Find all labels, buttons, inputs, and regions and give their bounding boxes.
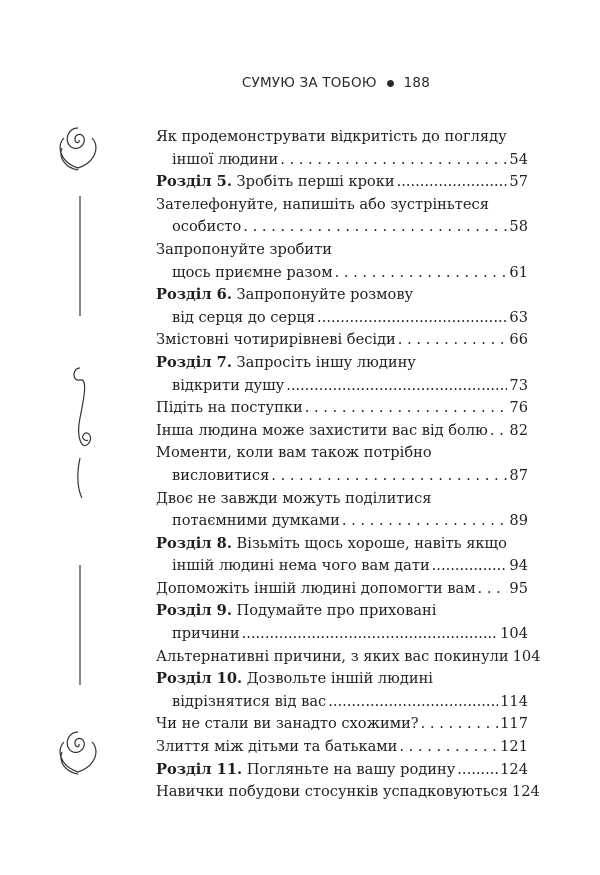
entry-title: причини xyxy=(172,625,240,643)
entry-page-number: 124 xyxy=(511,783,540,801)
toc-line xyxy=(156,442,528,465)
toc-section-entry[interactable] xyxy=(156,397,528,420)
entry-title: Зробіть перші кроки xyxy=(236,173,395,191)
entry-page-number: 61 xyxy=(509,263,528,281)
toc-chapter-entry[interactable] xyxy=(156,600,528,645)
chapter-label: Розділ 11. xyxy=(156,760,243,778)
vertical-rule-top xyxy=(78,196,82,316)
entry-title: щось приємне разом xyxy=(172,263,333,281)
dot-leader xyxy=(342,510,508,533)
dot-leader xyxy=(328,691,498,714)
toc-line xyxy=(156,307,528,330)
dot-leader xyxy=(271,465,507,488)
entry-title: потаємними думками xyxy=(172,512,340,530)
vertical-rule-bottom xyxy=(78,565,82,685)
toc-line xyxy=(156,216,528,239)
dot-leader xyxy=(490,420,508,443)
toc-line xyxy=(156,781,540,804)
entry-title: Навички побудови стосунків успадковуються xyxy=(156,783,508,801)
entry-page-number: 63 xyxy=(509,308,528,326)
toc-line xyxy=(156,149,528,172)
entry-title: Моменти, коли вам також потрібно xyxy=(156,444,432,462)
toc-line xyxy=(156,397,528,420)
chapter-label: Розділ 10. xyxy=(156,670,243,688)
entry-page-number: 73 xyxy=(509,376,528,394)
separator-dot xyxy=(387,80,394,87)
toc-line xyxy=(156,465,528,488)
dot-leader xyxy=(335,262,508,285)
entry-title: Чи не стали ви занадто схожими? xyxy=(156,715,419,733)
table-of-contents xyxy=(156,126,541,804)
toc-line xyxy=(156,488,528,511)
entry-title: висловитися xyxy=(172,466,270,484)
entry-page-number: 104 xyxy=(512,647,541,665)
toc-section-entry[interactable] xyxy=(156,442,528,487)
toc-line xyxy=(156,533,528,556)
entry-title: Зателефонуйте, напишіть або зустріньтеся xyxy=(156,195,489,213)
toc-line xyxy=(156,239,528,262)
entry-page-number: 89 xyxy=(509,512,528,530)
entry-title: Двоє не завжди можуть поділитися xyxy=(156,489,432,507)
dot-leader xyxy=(478,578,508,601)
entry-title: від серця до серця xyxy=(172,308,316,326)
entry-page-number: 66 xyxy=(509,331,528,349)
toc-chapter-entry[interactable] xyxy=(156,352,528,397)
toc-section-entry[interactable] xyxy=(156,488,528,533)
entry-page-number: 57 xyxy=(509,173,528,191)
dot-leader xyxy=(399,736,498,759)
toc-section-entry[interactable] xyxy=(156,420,528,443)
running-header xyxy=(242,75,430,91)
chapter-label: Розділ 5. xyxy=(156,173,232,191)
toc-chapter-entry[interactable] xyxy=(156,533,528,578)
toc-section-entry[interactable] xyxy=(156,646,541,669)
dot-leader xyxy=(242,623,499,646)
entry-title: Підіть на поступки xyxy=(156,399,303,417)
rose-bud-top-icon xyxy=(48,118,108,178)
entry-page-number: 121 xyxy=(500,738,528,756)
toc-line xyxy=(156,623,528,646)
page-number: 188 xyxy=(403,75,430,91)
toc-line xyxy=(156,510,528,533)
entry-page-number: 117 xyxy=(500,715,528,733)
rose-bud-bottom-icon xyxy=(48,722,108,782)
toc-line xyxy=(156,126,528,149)
toc-line xyxy=(156,555,528,578)
toc-line xyxy=(156,375,528,398)
entry-title: Подумайте про приховані xyxy=(236,602,437,620)
toc-section-entry[interactable] xyxy=(156,736,528,759)
toc-line xyxy=(156,668,528,691)
toc-line xyxy=(156,284,528,307)
entry-title: Як продемонструвати відкритість до погляду xyxy=(156,128,507,145)
dot-leader xyxy=(305,397,508,420)
entry-page-number: 76 xyxy=(509,399,528,417)
toc-line xyxy=(156,329,528,352)
entry-title: Злиття між дітьми та батьками xyxy=(156,738,398,756)
entry-page-number: 114 xyxy=(500,692,528,710)
entry-title: Змістовні чотирирівневі бесіди xyxy=(156,331,396,349)
toc-line xyxy=(156,194,528,217)
entry-title: іншій людині нема чого вам дати xyxy=(172,557,430,575)
toc-line xyxy=(156,600,528,623)
entry-title: відкрити душу xyxy=(172,376,285,394)
entry-title: відрізнятися від вас xyxy=(172,692,327,710)
dot-leader xyxy=(280,149,507,172)
entry-page-number: 124 xyxy=(500,760,528,778)
toc-line xyxy=(156,262,528,285)
toc-line xyxy=(156,759,528,782)
chapter-label: Розділ 6. xyxy=(156,286,232,304)
entry-page-number: 87 xyxy=(509,466,528,484)
toc-line xyxy=(156,578,528,601)
dot-leader xyxy=(398,329,508,352)
entry-page-number: 82 xyxy=(509,421,528,439)
chapter-label: Розділ 8. xyxy=(156,534,232,552)
toc-line xyxy=(156,691,528,714)
toc-line xyxy=(156,420,528,443)
entry-page-number: 94 xyxy=(509,557,528,575)
toc-section-entry[interactable] xyxy=(156,713,528,736)
toc-chapter-entry[interactable] xyxy=(156,668,528,713)
entry-title: Запропонуйте зробити xyxy=(156,240,332,258)
toc-section-entry[interactable] xyxy=(156,578,528,601)
entry-title: Допоможіть іншій людині допомогти вам xyxy=(156,579,476,597)
book-title: СУМУЮ ЗА ТОБОЮ xyxy=(241,75,377,91)
entry-title: Альтернативні причини, з яких вас покинули xyxy=(156,647,509,665)
toc-chapter-entry[interactable] xyxy=(156,759,528,782)
entry-title: Погляньте на вашу родину xyxy=(246,760,456,778)
entry-page-number: 95 xyxy=(509,579,528,597)
dot-leader xyxy=(397,171,508,194)
entry-title: Запропонуйте розмову xyxy=(236,286,414,304)
entry-page-number: 54 xyxy=(509,150,528,168)
toc-line xyxy=(156,646,541,669)
entry-page-number: 104 xyxy=(500,625,528,643)
dot-leader xyxy=(457,759,498,782)
dot-leader xyxy=(432,555,508,578)
entry-title: Візьміть щось хороше, навіть якщо xyxy=(236,534,507,552)
entry-page-number: 58 xyxy=(509,218,528,236)
entry-title: Інша людина може захистити вас від болю xyxy=(156,421,488,439)
entry-title: особисто xyxy=(172,218,242,236)
toc-line xyxy=(156,352,528,375)
entry-title: Дозвольте іншій людині xyxy=(246,670,433,688)
entry-title: іншої людини xyxy=(172,150,279,168)
toc-line xyxy=(156,171,528,194)
toc-section-entry[interactable] xyxy=(156,329,528,352)
toc-section-entry[interactable] xyxy=(156,126,528,171)
toc-chapter-entry[interactable] xyxy=(156,284,528,329)
dot-leader xyxy=(286,375,507,398)
entry-title: Запросіть іншу людину xyxy=(236,353,416,371)
toc-chapter-entry[interactable] xyxy=(156,171,528,194)
dot-leader xyxy=(421,713,499,736)
toc-line xyxy=(156,736,528,759)
swirl-flourish-icon xyxy=(58,358,108,508)
dot-leader xyxy=(243,216,507,239)
chapter-label: Розділ 7. xyxy=(156,353,232,371)
chapter-label: Розділ 9. xyxy=(156,602,232,620)
toc-line xyxy=(156,713,528,736)
toc-section-entry[interactable] xyxy=(156,239,528,284)
dot-leader xyxy=(317,307,507,330)
toc-section-entry[interactable] xyxy=(156,194,528,239)
toc-section-entry[interactable] xyxy=(156,781,540,804)
